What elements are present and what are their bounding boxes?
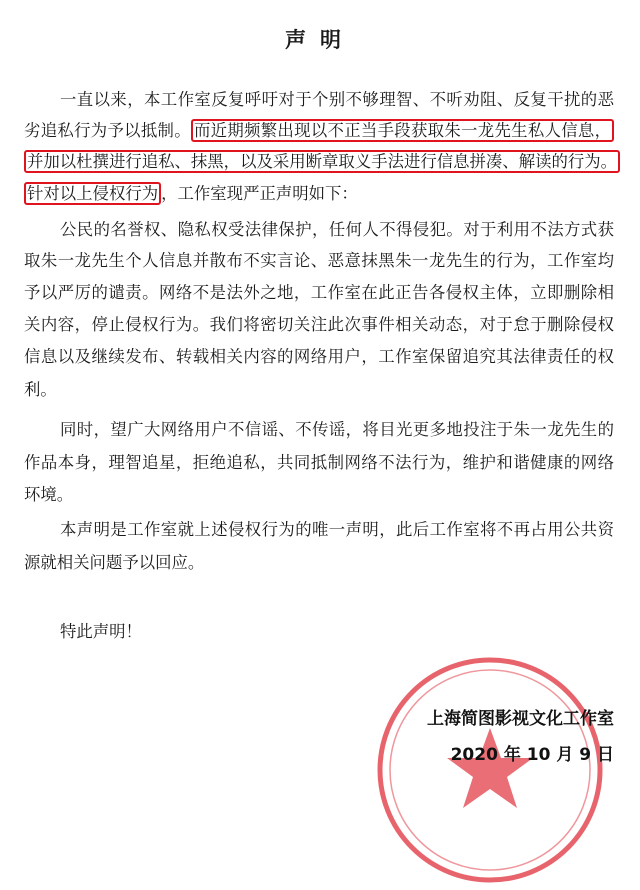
paragraph-line xyxy=(60,418,614,442)
text-segment: ，工作室现严正声明如下： xyxy=(161,184,358,203)
text-segment: 劣追私行为予以抵制。 xyxy=(24,121,191,140)
paragraph-line xyxy=(24,150,618,174)
text-segment: 同时，望广大网络用户不信谣、不传谣，将目光更多地投注于朱一龙先生的 xyxy=(60,420,614,439)
paragraph-line xyxy=(24,281,614,305)
text-segment: 公民的名誉权、隐私权受法律保护，任何人不得侵犯。对于利用不法方式获 xyxy=(60,220,614,239)
text-segment: 取朱一龙先生个人信息并散布不实言论、恶意抹黑朱一龙先生的行为，工作室均 xyxy=(24,251,614,270)
text-segment: 特此声明！ xyxy=(60,622,142,641)
paragraph-line xyxy=(24,249,614,273)
paragraph-line xyxy=(24,313,614,337)
highlighted-text: 并加以杜撰进行追私、抹黑，以及采用断章取义手法进行信息拼凑、解读的行为。 xyxy=(24,150,620,173)
signature-date: 2020 年 10 月 9 日 xyxy=(450,745,614,765)
paragraph-line xyxy=(24,182,614,206)
paragraph-line xyxy=(24,345,614,369)
text-segment: 关内容，停止侵权行为。我们将密切关注此次事件相关动态，对于怠于删除侵权 xyxy=(24,315,614,334)
highlighted-text: 而近期频繁出现以不正当手段获取朱一龙先生私人信息， xyxy=(191,119,614,142)
highlighted-text: 针对以上侵权行为 xyxy=(24,182,161,205)
text-segment: 作品本身，理智追星，拒绝追私，共同抵制网络不法行为，维护和谐健康的网络 xyxy=(24,453,614,472)
paragraph-line xyxy=(24,483,614,507)
paragraph-line xyxy=(60,88,614,112)
paragraph-line xyxy=(24,119,614,143)
text-segment: 环境。 xyxy=(24,485,74,504)
document-title: 声明 xyxy=(285,27,355,52)
paragraph-line xyxy=(24,551,614,575)
signature-organization: 上海简图影视文化工作室 xyxy=(427,709,614,729)
paragraph-line xyxy=(60,518,614,542)
paragraph-line xyxy=(60,218,614,242)
text-segment: 本声明是工作室就上述侵权行为的唯一声明，此后工作室将不再占用公共资 xyxy=(60,520,614,539)
paragraph-line xyxy=(24,451,614,475)
text-segment: 源就相关问题予以回应。 xyxy=(24,553,205,572)
paragraph-line xyxy=(60,620,614,644)
text-segment: 信息以及继续发布、转载相关内容的网络用户，工作室保留追究其法律责任的权 xyxy=(24,347,614,366)
official-seal-icon xyxy=(370,650,610,890)
text-segment: 一直以来，本工作室反复呼吁对于个别不够理智、不听劝阻、反复干扰的恶 xyxy=(60,90,614,109)
text-segment: 予以严厉的谴责。网络不是法外之地，工作室在此正告各侵权主体，立即删除相 xyxy=(24,283,614,302)
text-segment: 利。 xyxy=(24,380,57,399)
paragraph-line xyxy=(24,378,614,402)
